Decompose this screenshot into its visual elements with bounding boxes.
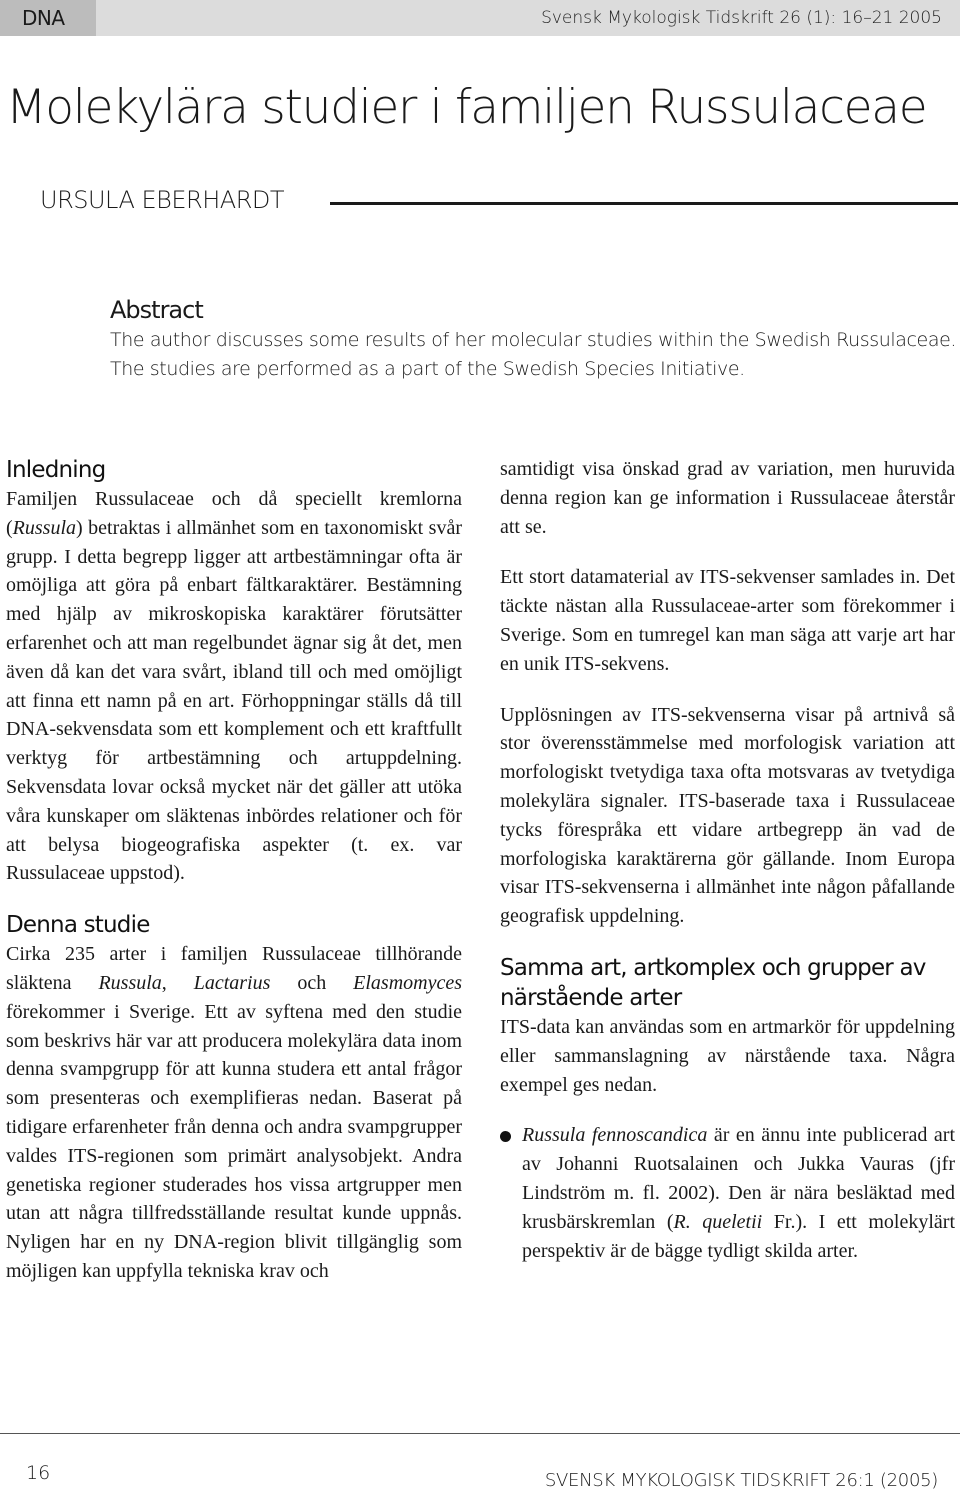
- paragraph: Upplösningen av ITS-sekvenserna visar på artnivå så stor överensstämmelse med morfologisk variation att morfologiskt tvetydiga taxa ofta motsvaras av tvetydiga molekylära signaler. ITS-baserade taxa i Russulaceae tycks förespråka ett vidare artbegrepp än vad de morfologiska karaktärerna gör gällande. Inom Europa visar ITS-sekvenserna i allmänhet inte någon påfallande geografisk uppdelning.: [500, 703, 955, 928]
- paragraph-denna-studie: Cirka 235 arter i familjen Russulaceae tillhörande släktena Russula, Lactarius och Elasmomyces förekommer i Sverige. Ett av syftena med den studie som beskrivs här var att producera molekylära data inom denna svampgrupp för att kunna studera ett antal frågor som presenteras och exemplifieras nedan. Baserat på tidigare erfarenheter från denna och andra svampgrupper valdes ITS-regionen som primärt analysobjekt. Andra genetiska regioner studerades hos vissa artgrupper men utan att några tillfredsställande resultat kunde uppnås. Nyligen har en ny DNA-region blivit tillgänglig som möjligen kan uppfylla tekniska krav och: [6, 943, 462, 1282]
- taxon-name: Russula: [98, 971, 162, 994]
- page-number: 16: [26, 1462, 51, 1484]
- header-bar: [0, 0, 960, 36]
- author-rule: [330, 202, 958, 205]
- bullet-icon: [500, 1131, 511, 1142]
- right-column: [500, 455, 955, 1265]
- taxon-name: Lactarius: [193, 971, 271, 994]
- author-name: URSULA EBERHARDT: [40, 186, 285, 214]
- paragraph-inledning: Familjen Russulaceae och då speciellt kremlorna (Russula) betraktas i allmänhet som en taxonomiskt svår grupp. I detta begrepp ligger att artbestämningar ofta är omöjliga att göra på enbart fältkaraktärer. Bestämning med hjälp av mikroskopiska karaktärer förutsätter erfarenhet och att man regelbundet ägnar sig åt det, men även då kan det vara svårt, ibland till och med omöjligt att finna ett namn på en art. Förhoppningar ställs då till DNA-sekvensdata som ett komplement och ett kraftfullt verktyg för artbestämning och artuppdelning. Sekvensdata lovar också mycket när det gäller att utöka våra kunskaper om släktenas inbördes relationer och för att belysa biogeografiska aspekter (t. ex. var Russulaceae uppstod).: [6, 488, 462, 885]
- taxon-name: Russula fennoscandica: [522, 1124, 708, 1147]
- paragraph: Ett stort datamaterial av ITS-sekvenser samlades in. Det täckte nästan alla Russulaceae-arter som förekommer i Sverige. Som en tumregel kan man säga att varje art har en unik ITS-sekvens.: [500, 566, 955, 675]
- footer-rule: [0, 1433, 960, 1434]
- section-heading-denna-studie: Denna studie: [6, 912, 150, 939]
- abstract-heading: Abstract: [110, 296, 203, 324]
- paragraph: ITS-data kan användas som en artmarkör för uppdelning eller sammanslagning av närstående taxa. Några exempel ges nedan.: [500, 1015, 955, 1096]
- paragraph: samtidigt visa önskad grad av variation, men huruvida denna region kan ge information i Russulaceae återstår att se.: [500, 458, 955, 538]
- taxon-name: Elasmomyces: [353, 971, 462, 994]
- footer-journal: SVENSK MYKOLOGISK TIDSKRIFT 26:1 (2005): [544, 1470, 938, 1491]
- left-column: [6, 455, 462, 1286]
- section-tag: DNA: [0, 0, 96, 36]
- list-item: Russula fennoscandica är en ännu inte publicerad art av Johanni Ruotsalainen och Jukka Vauras (jfr Lindström m. fl. 2002). Den är nära besläktad med krusbärskremlan (R. queletii Fr.). I ett molekylärt perspektiv är de bägge tydligt skilda arter.: [500, 1121, 955, 1265]
- taxon-name: Russula: [12, 516, 77, 539]
- section-heading-inledning: Inledning: [6, 457, 106, 483]
- abstract-text: The author discusses some results of her molecular studies within the Swedish Russulaceae. The studies are performed as a part of the Swedish Species Initiative.: [110, 329, 956, 380]
- article-title: Molekylära studier i familjen Russulaceae: [6, 80, 927, 135]
- taxon-name: R. queletii: [673, 1210, 763, 1233]
- section-heading-samma-art: Samma art, artkomplex och grupper av närstående arter: [500, 954, 926, 1011]
- abstract: [110, 296, 956, 384]
- journal-citation: Svensk Mykologisk Tidskrift 26 (1): 16–21 2005: [541, 8, 942, 28]
